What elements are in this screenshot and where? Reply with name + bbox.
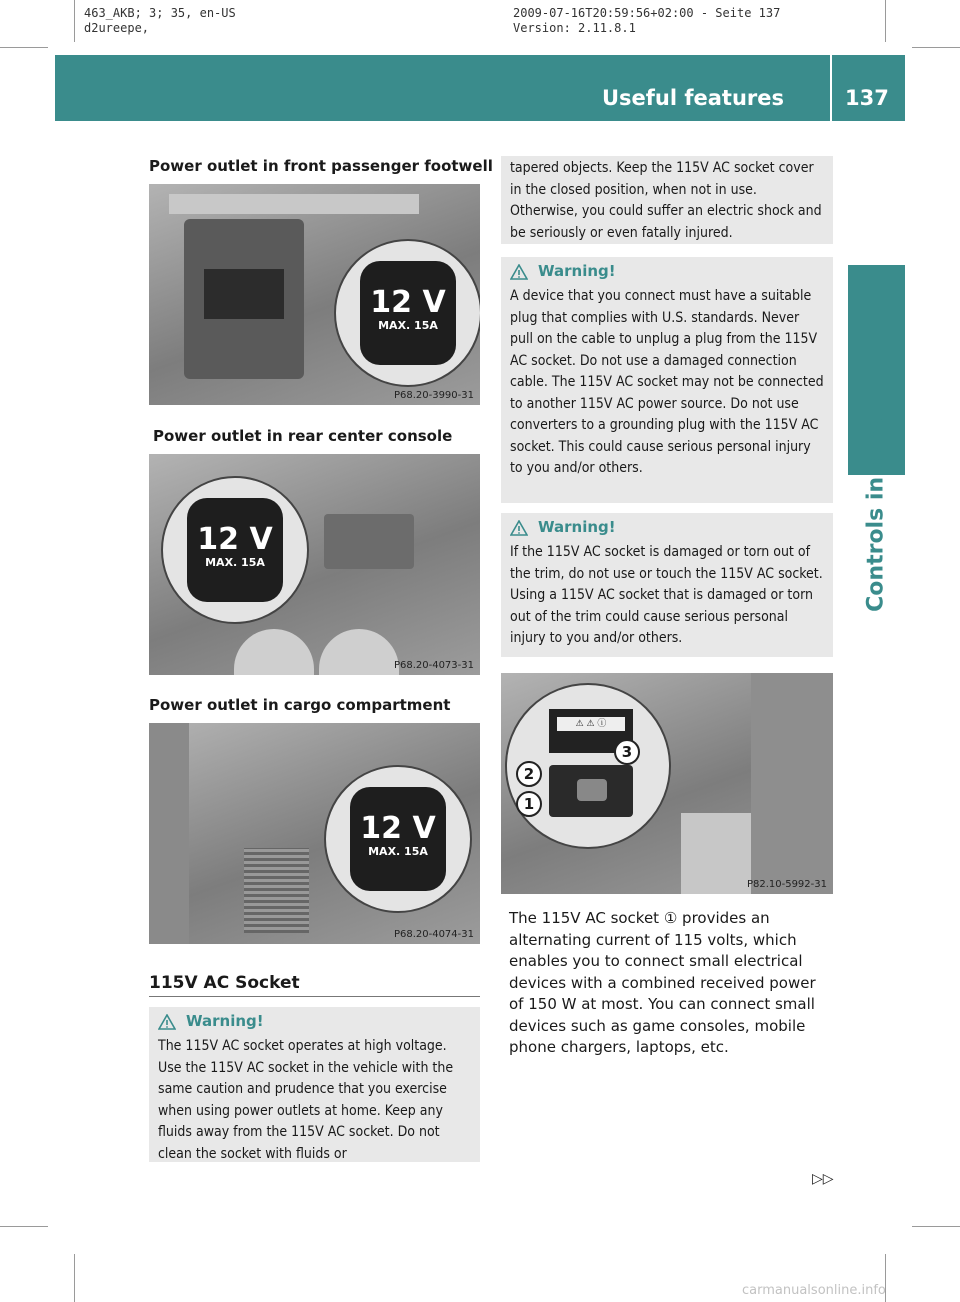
warning-box-continued xyxy=(501,156,833,244)
heading-cargo-outlet: Power outlet in cargo compartment xyxy=(149,696,451,714)
heading-rear-outlet: Power outlet in rear center console xyxy=(153,427,453,445)
warning-title: Warning! xyxy=(186,1012,264,1030)
warning-title: Warning! xyxy=(538,518,616,536)
photo-code: P68.20-4074-31 xyxy=(393,929,474,940)
outlet-cap xyxy=(350,787,446,891)
crop-mark xyxy=(74,1254,75,1302)
warning-box-high-voltage xyxy=(149,1007,480,1162)
crop-mark xyxy=(74,0,75,42)
section-heading-ac-socket: 115V AC Socket xyxy=(149,973,300,993)
photo-cargo-compartment xyxy=(149,723,480,944)
trim-grille-shape xyxy=(244,848,309,933)
warning-triangle-icon xyxy=(158,1014,176,1030)
heading-front-outlet: Power outlet in front passenger footwell xyxy=(149,157,493,175)
rear-vent-shape xyxy=(324,514,414,569)
ac-socket-description: The 115V AC socket ① provides an alternating current of 115 volts, which enables you to connect small electrical devices with a combined received power of 150 W at most. You can connect small devices such as game consoles, mobile phone chargers, laptops, etc. xyxy=(509,909,816,1056)
warning-triangle-icon xyxy=(510,520,528,536)
callout-1: 1 xyxy=(516,791,542,817)
warning-title: Warning! xyxy=(538,262,616,280)
outlet-voltage-label: 12 V xyxy=(360,811,436,846)
crop-mark xyxy=(885,0,886,42)
warning-title-row xyxy=(510,517,824,537)
warning-title-row xyxy=(510,261,824,281)
watermark: carmanualsonline.info xyxy=(742,1283,886,1298)
warning-labels-icon: ⚠ ⚠ ⓘ xyxy=(557,717,625,731)
navigation-screen-shape xyxy=(204,269,284,319)
header-author: d2ureepe, xyxy=(84,21,150,35)
header-doc-id: 463_AKB; 3; 35, en-US xyxy=(84,6,236,20)
photo-code: P68.20-4073-31 xyxy=(393,660,474,671)
socket-receptacle-icon xyxy=(577,779,607,801)
warning-text-continued: tapered objects. Keep the 115V AC socket cover in the closed position, when not in use. Otherwise, you could suffer an electric shock and be seriously or even fatally injured. xyxy=(510,160,822,241)
callout-3: 3 xyxy=(614,739,640,765)
door-pillar-shape xyxy=(149,723,189,944)
outlet-current-label: MAX. 15A xyxy=(378,319,438,332)
crop-mark xyxy=(0,1226,48,1227)
side-tab-label: Controls in detail xyxy=(863,398,889,612)
warning-text: A device that you connect must have a suitable plug that complies with U.S. standards. Never pull on the cable to unplug a plug from the 115V AC socket. Do not use a damaged connection cable. The 115V AC socket may not be connected to another 115V AC power source. Do not use converters to a grounding plug with the 115V AC socket. This could cause serious personal injury to you and/or others. xyxy=(510,288,824,476)
warning-triangle-icon xyxy=(510,264,528,280)
outlet-current-label: MAX. 15A xyxy=(205,556,265,569)
continue-arrows-icon: ▷▷ xyxy=(812,1171,834,1187)
header-timestamp: 2009-07-16T20:59:56+02:00 - Seite 137 xyxy=(513,6,781,20)
header-meta-right xyxy=(513,6,780,36)
crop-mark xyxy=(912,47,960,48)
socket-body-shape xyxy=(549,765,633,817)
side-panel-shape xyxy=(751,673,833,894)
outlet-cap xyxy=(360,261,456,365)
page-number: 137 xyxy=(845,86,889,110)
outlet-cap xyxy=(187,498,283,602)
callout-2: 2 xyxy=(516,761,542,787)
warning-box-plug xyxy=(501,257,833,503)
band-separator xyxy=(830,55,832,121)
crop-mark xyxy=(0,47,48,48)
warning-text: The 115V AC socket operates at high voltage. Use the 115V AC socket in the vehicle with the same caution and prudence that you exercise when using power outlets at home. Keep any fluids away from the 115V AC socket. Do not clean the socket with fluids or xyxy=(158,1038,454,1162)
dash-vent-strip xyxy=(169,194,419,214)
photo-ac-socket xyxy=(501,673,833,894)
warning-text: If the 115V AC socket is damaged or torn out of the trim, do not use or touch the 115V AC socket. Using a 115V AC socket that is damaged or torn out of the trim could cause serious personal injury to you and/or others. xyxy=(510,544,823,646)
crop-mark xyxy=(912,1226,960,1227)
photo-front-footwell xyxy=(149,184,480,405)
section-title: Useful features xyxy=(601,86,784,110)
section-rule xyxy=(149,996,480,997)
outlet-current-label: MAX. 15A xyxy=(368,845,428,858)
magnifier-circle xyxy=(334,239,480,387)
warning-title-row xyxy=(158,1011,471,1031)
warning-box-damaged xyxy=(501,513,833,657)
cupholder-shape xyxy=(319,629,399,675)
magnifier-circle xyxy=(161,476,309,624)
outlet-voltage-label: 12 V xyxy=(197,522,273,557)
photo-rear-console xyxy=(149,454,480,675)
header-meta-left xyxy=(84,6,236,36)
photo-code: P68.20-3990-31 xyxy=(393,390,474,401)
outlet-voltage-label: 12 V xyxy=(370,285,446,320)
photo-code: P82.10-5992-31 xyxy=(746,879,827,890)
cupholder-shape xyxy=(234,629,314,675)
header-version: Version: 2.11.8.1 xyxy=(513,21,636,35)
magnifier-circle xyxy=(324,765,472,913)
